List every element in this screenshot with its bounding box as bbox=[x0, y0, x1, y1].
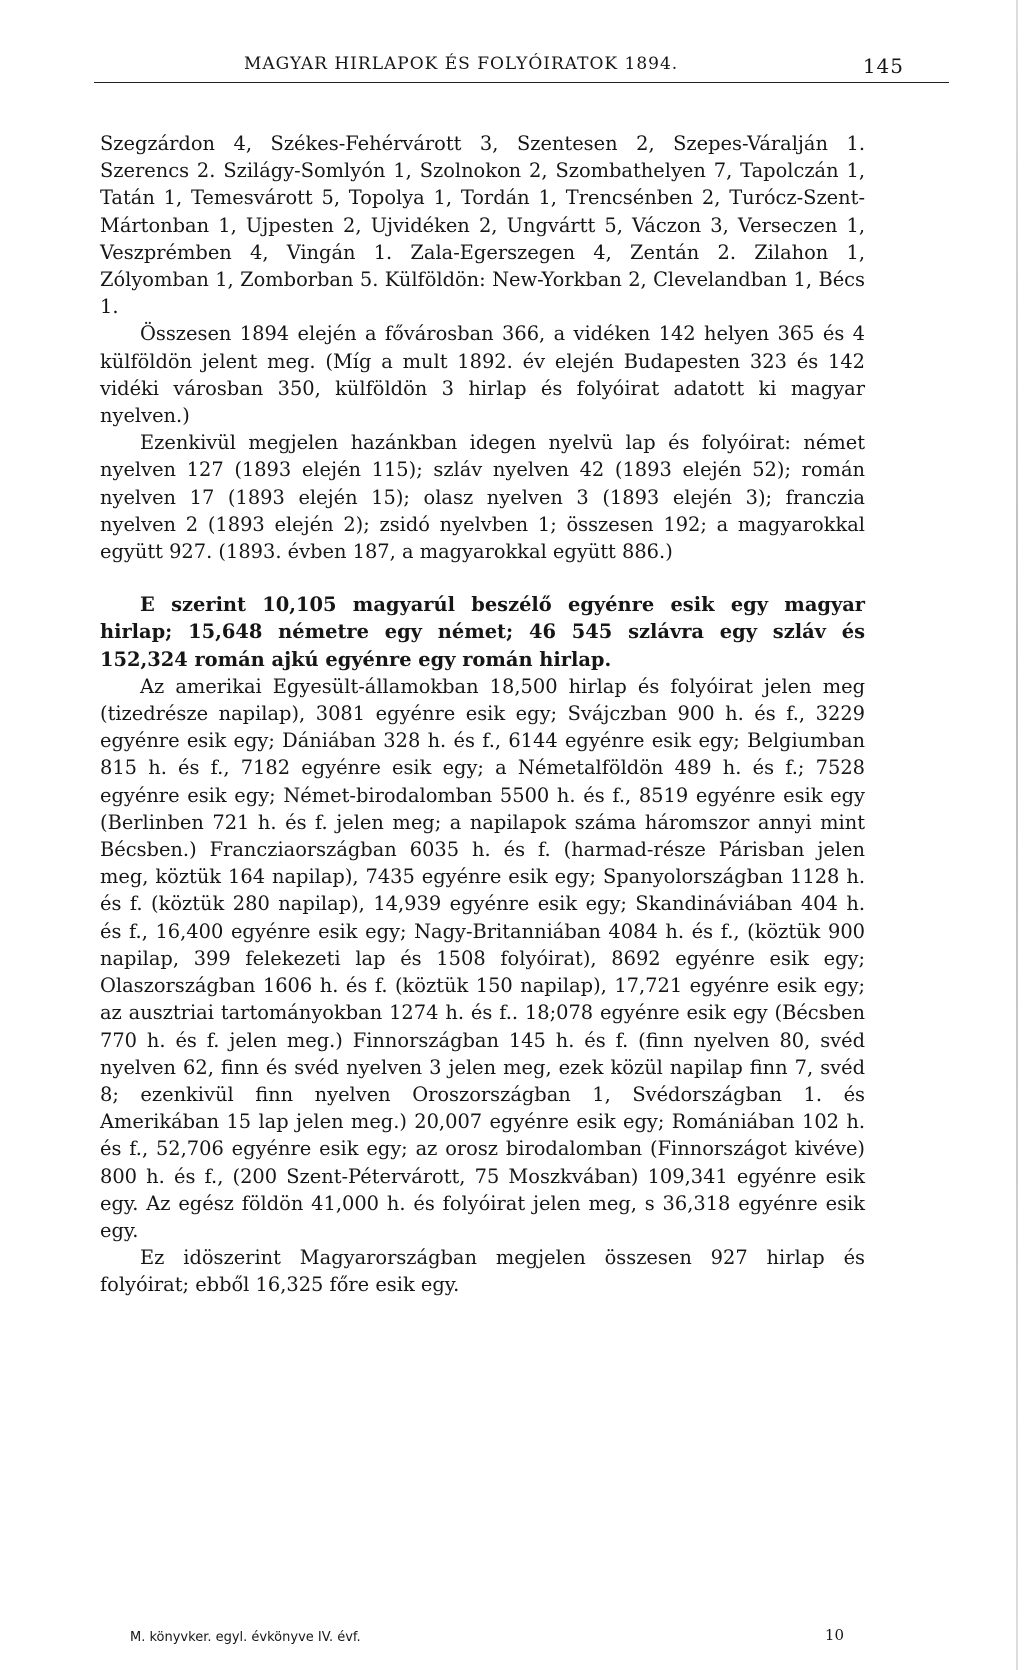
body-text bbox=[100, 130, 865, 1299]
page-edge bbox=[1016, 0, 1018, 1670]
page-number: 145 bbox=[862, 54, 904, 78]
paragraph-town-counts: Szegzárdon 4, Székes-Fehérvárott 3, Szentesen 2, Szepes-Váralján 1. Szerencs 2. Szilágy-Somlyón 1, Szolnokon 2, Szombathelyen 7, Tapolczán 1, Tatán 1, Temesvárott 5, Topolya 1, Tordán 1, Trencsénben 2, Turócz-Szent-Mártonban 1, Ujpesten 2, Ujvidéken 2, Ungvártt 5, Váczon 3, Verseczen 1, Veszprémben 4, Vingán 1. Zala-Egerszegen 4, Zentán 2. Zilahon 1, Zólyomban 1, Zomborban 5. Külföldön: New-Yorkban 2, Clevelandban 1, Bécs 1. bbox=[100, 132, 865, 319]
running-title: MAGYAR HIRLAPOK ÉS FOLYÓIRATOK 1894. bbox=[244, 54, 679, 74]
page-header bbox=[94, 48, 904, 78]
paragraph-totals-1894: Összesen 1894 elején a fővárosban 366, a vidéken 142 helyen 365 és 4 külföldön jelent meg. (Míg a mult 1892. év elején Budapesten 323 és 142 vidéki városban 350, külföldön 3 hirlap és folyóirat adatott ki magyar nyelven.) bbox=[100, 322, 865, 428]
paragraph-per-capita-summary: E szerint 10,105 magyarúl beszélő egyénre esik egy magyar hirlap; 15,648 németre egy német; 46 545 szlávra egy szláv és 152,324 román ajkú egyénre egy román hirlap. bbox=[100, 593, 865, 671]
paragraph-foreign-language-press: Ezenkivül megjelen hazánkban idegen nyelvü lap és folyóirat: német nyelven 127 (1893 elején 115); szláv nyelven 42 (1893 elején 52); román nyelven 17 (1893 elején 15); olasz nyelven 3 (1893 elején 3); franczia nyelven 2 (1893 elején 2); zsidó nyelvben 1; összesen 192; a magyarokkal együtt 927. (1893. évben 187, a magyarokkal együtt 886.) bbox=[100, 431, 865, 564]
header-rule bbox=[94, 82, 949, 83]
paragraph-international-comparison: Az amerikai Egyesült-államokban 18,500 hirlap és folyóirat jelen meg (tizedrésze napilap), 3081 egyénre esik egy; Svájczban 900 h. és f., 3229 egyénre esik egy; Dániában 328 h. és f., 6144 egyénre esik egy; Belgiumban 815 h. és f., 7182 egyénre esik egy; a Németalföldön 489 h. és f.; 7528 egyénre esik egy; Német-birodalomban 5500 h. és f., 8519 egyénre esik egy (Berlinben 721 h. és f. jelen meg; a napilapok száma háromszor annyi mint Bécsben.) Francziaországban 6035 h. és f. (harmad-része Párisban jelen meg, köztük 164 napilap), 7435 egyénre esik egy; Spanyolországban 1128 h. és f. (köztük 280 napilap), 14,939 egyénre esik egy; Skandináviában 404 h. és f., 16,400 egyénre esik egy; Nagy-Britanniában 4084 h. és f., (köztük 900 napilap, 399 felekezeti lap és 1508 folyóirat), 8692 egyénre esik egy; Olaszországban 1606 h. és f. (köztük 150 napilap), 17,721 egyénre esik egy; az ausztriai tartományokban 1274 h. és f.. 18;078 egyénre esik egy (Bécsben 770 h. és f. jelen meg.) Finnországban 145 h. és f. (finn nyelven 80, svéd nyelven 62, finn és svéd nyelven 3 jelen meg, ezek közül napilap finn 7, svéd 8; ezenkivül finn nyelven Oroszországban 1, Svédországban 1. és Amerikában 15 lap jelen meg.) 20,007 egyénre esik egy; Romániában 102 h. és f., 52,706 egyénre esik egy; az orosz birodalomban (Finnországot kivéve) 800 h. és f., (200 Szent-Pétervárott, 75 Moszkvában) 109,341 egyénre esik egy. Az egész földön 41,000 h. és folyóirat jelen meg, s 36,318 egyénre esik egy. bbox=[100, 674, 865, 1242]
footer-note: M. könyvker. egyl. évkönyve IV. évf. bbox=[130, 1630, 361, 1645]
signature-mark: 10 bbox=[824, 1626, 844, 1644]
paragraph-conclusion: Ez idöszerint Magyarországban megjelen összesen 927 hirlap és folyóirat; ebből 16,325 főre esik egy. bbox=[100, 1246, 865, 1297]
